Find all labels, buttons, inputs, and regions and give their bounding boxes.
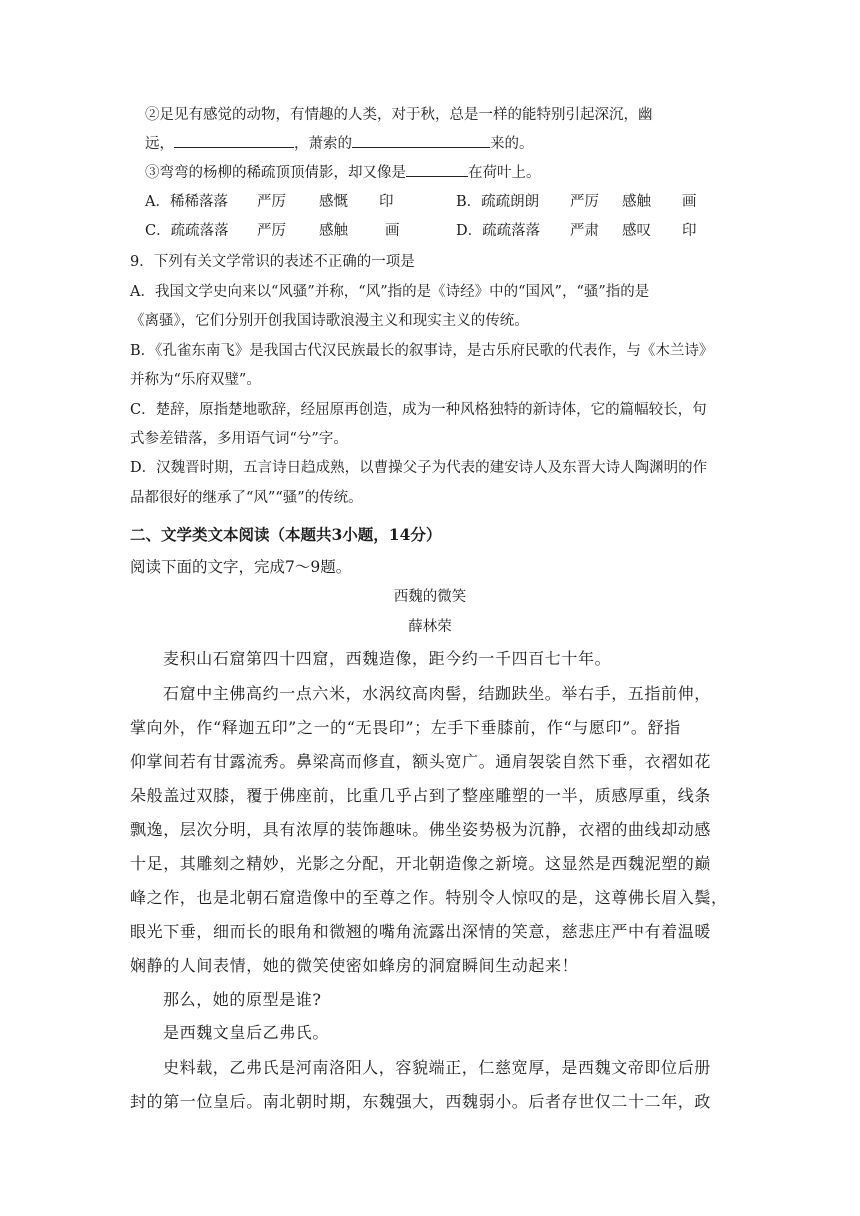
article-line: 石窟中主佛高约一点六米，水涡纹高肉髻，结跏趺坐。举右手，五指前伸， bbox=[163, 684, 711, 703]
q9-option-b-line2: 并称为“乐府双璧”。 bbox=[130, 372, 261, 388]
q8-option-c bbox=[145, 221, 400, 241]
option-a-word4: 印 bbox=[379, 194, 394, 210]
article-title: 西魏的微笑 bbox=[393, 589, 467, 605]
q9-option-a-line2: 《离骚》，它们分别开创我国诗歌浪漫主义和现实主义的传统。 bbox=[130, 313, 529, 329]
section-heading: 二、文学类文本阅读（本题共3小题，14分） bbox=[130, 525, 442, 544]
article-line: 朵般盖过双膝，覆于佛座前，比重几乎占到了整座雕塑的一半，质感厚重，线条 bbox=[130, 786, 712, 805]
option-a-word2: 严厉 bbox=[257, 194, 286, 210]
option-c-word2: 严厉 bbox=[257, 223, 286, 239]
option-c-word1: C．疏疏落落 bbox=[145, 223, 229, 239]
option-d-word1: D．疏疏落落 bbox=[456, 223, 541, 239]
article-line: 那么，她的原型是谁? bbox=[163, 990, 322, 1009]
q8-item2-text-a: 远， bbox=[145, 136, 174, 152]
option-c-word4: 画 bbox=[385, 223, 400, 239]
q8-item2-text-c: 来的。 bbox=[490, 136, 534, 152]
article-line: 娴静的人间表情，她的微笑使密如蜂房的洞窟瞬间生动起来！ bbox=[130, 956, 579, 975]
option-b-word1: B．疏疏朗朗 bbox=[456, 194, 540, 210]
q8-item2-text-b: ，萧索的 bbox=[294, 136, 352, 152]
q9-option-a-line1: A．我国文学史向来以“风骚”并称，“风”指的是《诗经》中的“国风”，“骚”指的是 bbox=[130, 284, 650, 300]
article-line: 仰掌间若有甘露流秀。鼻梁高而修直，额头宽广。通肩袈裟自然下垂，衣褶如花 bbox=[130, 752, 712, 771]
option-b-word2: 严厉 bbox=[570, 194, 599, 210]
q8-item3-text-a: ③弯弯的杨柳的稀疏顶顶倩影，却又像是 bbox=[145, 165, 406, 181]
article-line: 封的第一位皇后。南北朝时期，东魏强大，西魏弱小。后者存世仅二十二年，政 bbox=[130, 1092, 712, 1111]
article-line: 史料载，乙弗氏是河南洛阳人，容貌端正，仁慈宽厚，是西魏文帝即位后册 bbox=[163, 1058, 711, 1077]
article-line: 飘逸，层次分明，具有浓厚的装饰趣味。佛坐姿势极为沉静，衣褶的曲线却动感 bbox=[130, 820, 712, 839]
q9-option-c-line2: 式参差错落，多用语气词“兮”字。 bbox=[130, 431, 348, 447]
option-d-word4: 印 bbox=[682, 223, 697, 239]
q8-item3-text-b: 在荷叶上。 bbox=[468, 165, 541, 181]
q8-item2-line2 bbox=[145, 133, 534, 154]
q8-item3 bbox=[145, 162, 541, 183]
reading-instruction: 阅读下面的文字，完成7～9题。 bbox=[130, 558, 352, 576]
q9-option-d-line1: D．汉魏晋时期，五言诗日趋成熟，以曹操父子为代表的建安诗人及东晋大诗人陶渊明的作 bbox=[130, 460, 708, 476]
article-line: 十足，其雕刻之精妙，光影之分配，开北朝造像之新境。这显然是西魏泥塑的巅 bbox=[130, 854, 712, 873]
q8-option-a bbox=[145, 192, 394, 212]
answer-blank-3 bbox=[406, 162, 468, 177]
q8-option-b bbox=[456, 192, 697, 212]
article-line: 是西魏文皇后乙弗氏。 bbox=[163, 1023, 330, 1042]
option-a-word3: 感慨 bbox=[319, 194, 348, 210]
article-author: 薛林荣 bbox=[408, 619, 452, 635]
option-b-word3: 感触 bbox=[622, 194, 651, 210]
q8-option-d bbox=[456, 221, 697, 241]
answer-blank-2 bbox=[352, 133, 490, 148]
q8-item2-line1: ②足见有感觉的动物，有情趣的人类，对于秋，总是一样的能特别引起深沉，幽 bbox=[145, 107, 653, 123]
answer-blank-1 bbox=[174, 133, 294, 148]
article-line: 麦积山石窟第四十四窟，西魏造像，距今约一千四百七十年。 bbox=[163, 649, 612, 668]
option-d-word2: 严肃 bbox=[570, 223, 599, 239]
article-line: 掌向外，作“释迦五印”之一的“无畏印”；左手下垂膝前，作“与愿印”。舒指 bbox=[130, 718, 681, 737]
option-d-word3: 感叹 bbox=[622, 223, 651, 239]
q9-option-c-line1: C．楚辞，原指楚地歌辞，经屈原再创造，成为一种风格独特的新诗体，它的篇幅较长，句 bbox=[130, 402, 707, 418]
option-b-word4: 画 bbox=[682, 194, 697, 210]
q9-option-d-line2: 品都很好的继承了“风”“骚”的传统。 bbox=[130, 490, 363, 506]
article-line: 眼光下垂，细而长的眼角和微翘的嘴角流露出深情的笑意，慈悲庄严中有着温暖 bbox=[130, 922, 712, 941]
q9-option-b-line1: B．《孔雀东南飞》是我国古代汉民族最长的叙事诗，是古乐府民歌的代表作，与《木兰诗》 bbox=[130, 343, 714, 359]
option-a-word1: A．稀稀落落 bbox=[145, 194, 228, 210]
q9-stem: 9．下列有关文学常识的表述不正确的一项是 bbox=[130, 254, 415, 270]
article-line: 峰之作，也是北朝石窟造像中的至尊之作。特别令人惊叹的是，这尊佛长眉入鬓， bbox=[130, 888, 728, 907]
option-c-word3: 感触 bbox=[319, 223, 348, 239]
